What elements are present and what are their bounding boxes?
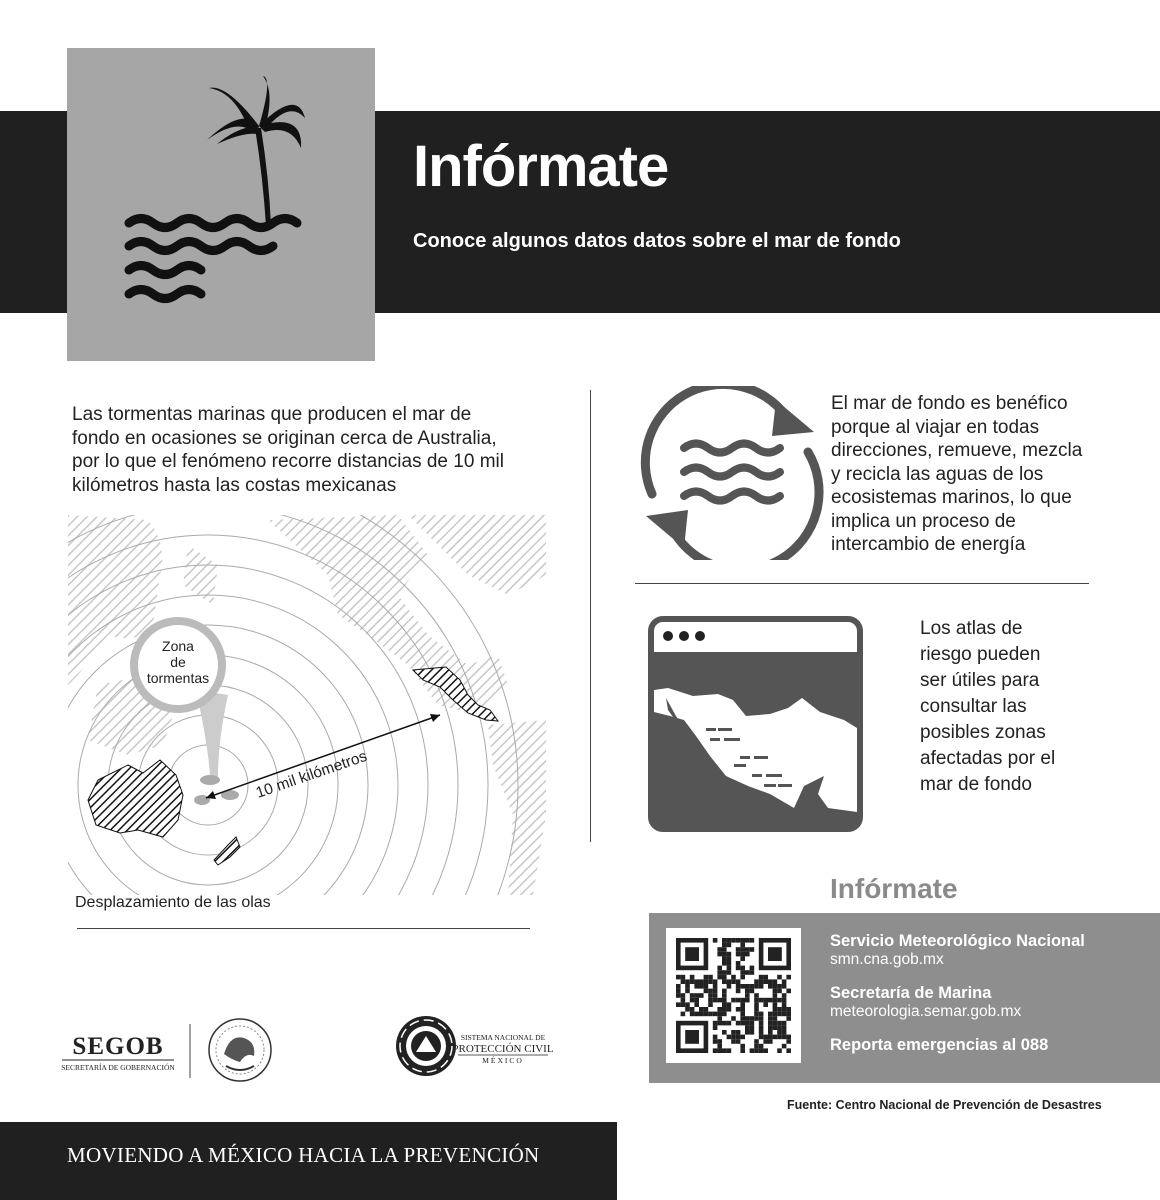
text-line: Las tormentas marinas que producen el mar de xyxy=(72,404,472,425)
cycle-waves-icon xyxy=(636,386,824,560)
mexican-eagle-seal-icon xyxy=(209,1019,271,1081)
org-url[interactable]: meteorologia.semar.gob.mx xyxy=(830,1003,1022,1020)
distance-label: 10 mil kilómetros xyxy=(253,747,370,802)
text-line: direcciones, remueve, mezcla xyxy=(831,440,1083,461)
org-url[interactable]: smn.cna.gob.mx xyxy=(830,951,944,968)
distance-arrow xyxy=(206,715,440,798)
new-zealand-shape xyxy=(214,837,240,865)
world-map xyxy=(68,515,546,895)
zone-label-line: tormentas xyxy=(146,670,210,686)
divider xyxy=(635,583,1089,584)
text-line: intercambio de energía xyxy=(831,534,1026,555)
text-line: ecosistemas marinos, lo que xyxy=(831,487,1072,508)
right-paragraph-2 xyxy=(920,616,1120,798)
text-line: consultar las xyxy=(920,696,1027,717)
text-line: fondo en ocasiones se originan cerca de Australia, xyxy=(72,427,497,449)
emergency-line: Reporta emergencias al 088 xyxy=(830,1036,1049,1054)
text-line: por lo que el fenómeno recorre distancias de 10 mil xyxy=(72,451,504,472)
header-title: Infórmate xyxy=(413,134,669,199)
zone-label-line: Zona xyxy=(162,638,194,654)
header-icon-box xyxy=(67,48,375,361)
map-caption: Desplazamiento de las olas xyxy=(75,894,271,911)
atlas-map-window-icon xyxy=(648,616,863,832)
text-line: riesgo pueden xyxy=(920,644,1041,665)
text-line: posibles zonas xyxy=(920,722,1046,743)
text-line: kilómetros hasta las costas mexicanas xyxy=(72,474,397,496)
divider xyxy=(77,928,530,929)
zone-label-line: de xyxy=(170,654,186,670)
text-line: porque al viajar en todas xyxy=(831,416,1040,438)
government-logos xyxy=(58,1012,588,1092)
header-subtitle: Conoce algunos datos datos sobre el mar de fondo xyxy=(413,230,901,252)
column-divider xyxy=(590,390,591,842)
cloud-icons xyxy=(194,775,239,805)
text-line: El mar de fondo es benéfico xyxy=(831,393,1068,414)
australia-shape xyxy=(88,760,183,837)
right-paragraph-1 xyxy=(831,392,1121,557)
segob-logo: SEGOB xyxy=(72,1033,164,1060)
source-note: Fuente: Centro Nacional de Prevención de Desastres xyxy=(787,1098,1102,1112)
text-line: y recicla las aguas de los xyxy=(831,463,1044,485)
pc-line: MÉXICO xyxy=(482,1056,524,1065)
qr-code[interactable] xyxy=(666,928,801,1063)
text-line: ser útiles para xyxy=(920,670,1040,691)
text-line: afectadas por el xyxy=(920,748,1056,769)
text-line: mar de fondo xyxy=(920,774,1032,795)
org-name: Servicio Meteorológico Nacional xyxy=(830,932,1085,950)
text-line: Los atlas de xyxy=(920,618,1023,639)
proteccion-civil-logo-icon xyxy=(396,1016,456,1076)
left-paragraph xyxy=(72,403,542,497)
text-line: implica un proceso de xyxy=(831,510,1016,532)
footer-slogan: MOVIENDO A MÉXICO HACIA LA PREVENCIÓN xyxy=(67,1143,540,1167)
segob-subtitle: SECRETARÍA DE GOBERNACIÓN xyxy=(61,1063,175,1072)
pc-line: SISTEMA NACIONAL DE xyxy=(460,1033,546,1042)
pc-line: PROTECCIÓN CIVIL xyxy=(452,1043,554,1055)
info-title: Infórmate xyxy=(830,873,958,904)
contact-list xyxy=(830,932,1085,1055)
org-name: Secretaría de Marina xyxy=(830,984,992,1002)
palm-island-waves-icon xyxy=(67,48,375,361)
